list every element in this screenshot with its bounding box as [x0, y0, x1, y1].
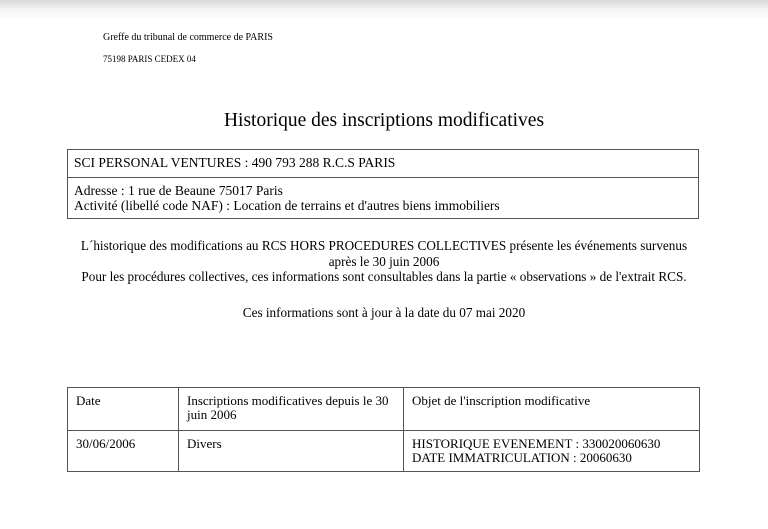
notice-line-2: après le 30 juin 2006 [328, 253, 440, 269]
modifications-table [67, 387, 700, 472]
column-header-object: Objet de l'inscription modificative [404, 388, 700, 431]
company-identity: SCI PERSONAL VENTURES : 490 793 288 R.C.S PARIS [68, 150, 698, 178]
company-address: Adresse : 1 rue de Beaune 75017 Paris [74, 183, 283, 198]
object-line-registration: DATE IMMATRICULATION : 20060630 [412, 450, 632, 465]
notice-line-1: L´historique des modifications au RCS HORS PROCEDURES COLLECTIVES présente les événements survenus [80, 238, 688, 253]
column-header-date: Date [68, 388, 179, 431]
table-row [68, 431, 700, 472]
column-header-inscriptions: Inscriptions modificatives depuis le 30 juin 2006 [179, 388, 404, 431]
cell-date: 30/06/2006 [68, 431, 179, 472]
court-name: Greffe du tribunal de commerce de PARIS [103, 32, 273, 43]
company-activity: Activité (libellé code NAF) : Location de terrains et d'autres biens immobiliers [74, 198, 500, 213]
viewer-top-shadow [0, 0, 768, 20]
object-line-history: HISTORIQUE EVENEMENT : 330020060630 [412, 436, 661, 451]
history-notice [0, 238, 768, 285]
page-title: Historique des inscriptions modificatives [223, 110, 545, 131]
cell-object [404, 431, 700, 472]
company-info-box [67, 149, 699, 219]
update-date-note: Ces informations sont à jour à la date du 07 mai 2020 [242, 305, 526, 320]
notice-line-3: Pour les procédures collectives, ces informations sont consultables dans la partie « observations » de l'extrait RCS. [81, 269, 687, 284]
court-address: 75198 PARIS CEDEX 04 [103, 54, 196, 64]
cell-inscription-type: Divers [179, 431, 404, 472]
company-details [68, 178, 698, 213]
table-header-row [68, 388, 700, 431]
